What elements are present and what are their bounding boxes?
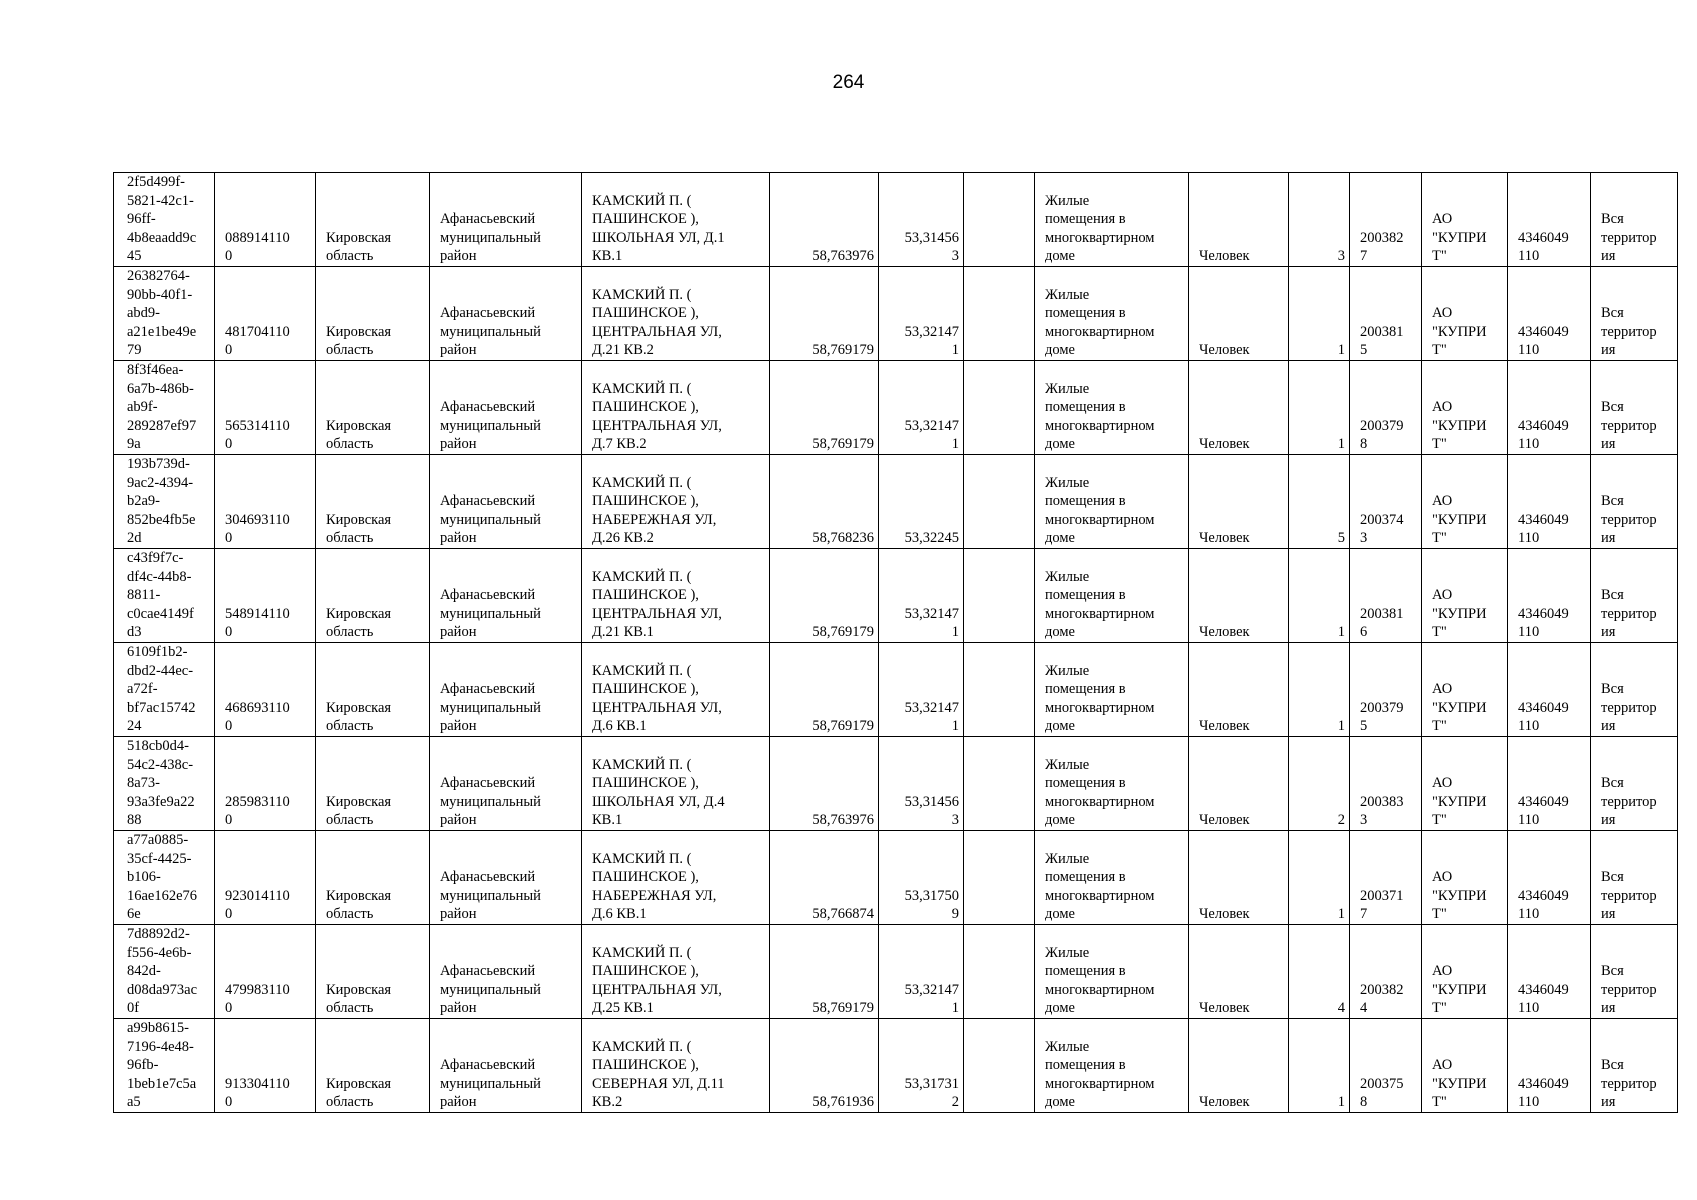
unit-cell: Человек — [1189, 643, 1289, 737]
unit-cell: Человек — [1189, 267, 1289, 361]
table-row — [114, 173, 1678, 267]
count-cell: 1 — [1289, 643, 1350, 737]
address-cell: КАМСКИЙ П. ( ПАШИНСКОЕ ), ЦЕНТРАЛЬНАЯ УЛ, Д.21 КВ.1 — [582, 549, 770, 643]
inn-cell: 4346049 110 — [1508, 643, 1591, 737]
record-id-cell: 8f3f46ea- 6a7b-486b- ab9f- 289287ef97 9a — [114, 361, 215, 455]
region-cell: Кировская область — [316, 925, 430, 1019]
record-id-cell: 518cb0d4- 54c2-438c- 8a73- 93a3fe9a22 88 — [114, 737, 215, 831]
latitude-cell: 58,766874 — [770, 831, 879, 925]
address-cell: КАМСКИЙ П. ( ПАШИНСКОЕ ), ШКОЛЬНАЯ УЛ, Д.1 КВ.1 — [582, 173, 770, 267]
unit-cell: Человек — [1189, 925, 1289, 1019]
object-type-cell: Жилые помещения в многоквартирном доме — [1035, 643, 1189, 737]
table-row — [114, 549, 1678, 643]
longitude-cell: 53,32147 1 — [879, 361, 964, 455]
object-type-cell: Жилые помещения в многоквартирном доме — [1035, 1019, 1189, 1113]
latitude-cell: 58,761936 — [770, 1019, 879, 1113]
record-id-cell: a77a0885- 35cf-4425- b106- 16ae162e76 6e — [114, 831, 215, 925]
region-cell: Кировская область — [316, 831, 430, 925]
longitude-cell: 53,31456 3 — [879, 737, 964, 831]
address-cell: КАМСКИЙ П. ( ПАШИНСКОЕ ), НАБЕРЕЖНАЯ УЛ, Д.26 КВ.2 — [582, 455, 770, 549]
registry-number-cell: 200381 5 — [1350, 267, 1422, 361]
longitude-cell: 53,32147 1 — [879, 643, 964, 737]
unit-cell: Человек — [1189, 361, 1289, 455]
record-id-cell: c43f9f7c- df4c-44b8- 8811- c0cae4149f d3 — [114, 549, 215, 643]
address-cell: КАМСКИЙ П. ( ПАШИНСКОЕ ), НАБЕРЕЖНАЯ УЛ, Д.6 КВ.1 — [582, 831, 770, 925]
registry-number-cell: 200374 3 — [1350, 455, 1422, 549]
unit-cell: Человек — [1189, 549, 1289, 643]
count-cell: 1 — [1289, 361, 1350, 455]
territory-cell: Вся территор ия — [1591, 455, 1678, 549]
inn-cell: 4346049 110 — [1508, 737, 1591, 831]
object-type-cell: Жилые помещения в многоквартирном доме — [1035, 267, 1189, 361]
unit-cell: Человек — [1189, 173, 1289, 267]
territory-cell: Вся территор ия — [1591, 361, 1678, 455]
address-cell: КАМСКИЙ П. ( ПАШИНСКОЕ ), ЦЕНТРАЛЬНАЯ УЛ, Д.6 КВ.1 — [582, 643, 770, 737]
inn-cell: 4346049 110 — [1508, 831, 1591, 925]
object-type-cell: Жилые помещения в многоквартирном доме — [1035, 361, 1189, 455]
organization-cell: АО "КУПРИ Т" — [1422, 267, 1508, 361]
district-cell: Афанасьевский муниципальный район — [430, 549, 582, 643]
code-cell: 481704110 0 — [215, 267, 316, 361]
empty-cell — [964, 267, 1035, 361]
record-id-cell: 26382764- 90bb-40f1- abd9- a21e1be49e 79 — [114, 267, 215, 361]
territory-cell: Вся территор ия — [1591, 549, 1678, 643]
object-type-cell: Жилые помещения в многоквартирном доме — [1035, 737, 1189, 831]
records-table — [113, 172, 1678, 1113]
empty-cell — [964, 455, 1035, 549]
inn-cell: 4346049 110 — [1508, 925, 1591, 1019]
region-cell: Кировская область — [316, 455, 430, 549]
empty-cell — [964, 831, 1035, 925]
registry-number-cell: 200382 4 — [1350, 925, 1422, 1019]
registry-number-cell: 200383 3 — [1350, 737, 1422, 831]
district-cell: Афанасьевский муниципальный район — [430, 1019, 582, 1113]
page-number: 264 — [832, 72, 865, 93]
territory-cell: Вся территор ия — [1591, 831, 1678, 925]
region-cell: Кировская область — [316, 173, 430, 267]
latitude-cell: 58,769179 — [770, 267, 879, 361]
inn-cell: 4346049 110 — [1508, 267, 1591, 361]
registry-number-cell: 200379 8 — [1350, 361, 1422, 455]
count-cell: 4 — [1289, 925, 1350, 1019]
registry-number-cell: 200371 7 — [1350, 831, 1422, 925]
registry-number-cell: 200382 7 — [1350, 173, 1422, 267]
code-cell: 285983110 0 — [215, 737, 316, 831]
record-id-cell: a99b8615- 7196-4e48- 96fb- 1beb1e7c5a a5 — [114, 1019, 215, 1113]
address-cell: КАМСКИЙ П. ( ПАШИНСКОЕ ), ЦЕНТРАЛЬНАЯ УЛ, Д.25 КВ.1 — [582, 925, 770, 1019]
table-row — [114, 925, 1678, 1019]
unit-cell: Человек — [1189, 737, 1289, 831]
district-cell: Афанасьевский муниципальный район — [430, 925, 582, 1019]
object-type-cell: Жилые помещения в многоквартирном доме — [1035, 925, 1189, 1019]
territory-cell: Вся территор ия — [1591, 1019, 1678, 1113]
code-cell: 913304110 0 — [215, 1019, 316, 1113]
registry-number-cell: 200375 8 — [1350, 1019, 1422, 1113]
count-cell: 2 — [1289, 737, 1350, 831]
district-cell: Афанасьевский муниципальный район — [430, 643, 582, 737]
address-cell: КАМСКИЙ П. ( ПАШИНСКОЕ ), СЕВЕРНАЯ УЛ, Д.11 КВ.2 — [582, 1019, 770, 1113]
address-cell: КАМСКИЙ П. ( ПАШИНСКОЕ ), ЦЕНТРАЛЬНАЯ УЛ, Д.21 КВ.2 — [582, 267, 770, 361]
unit-cell: Человек — [1189, 831, 1289, 925]
empty-cell — [964, 737, 1035, 831]
empty-cell — [964, 361, 1035, 455]
object-type-cell: Жилые помещения в многоквартирном доме — [1035, 173, 1189, 267]
territory-cell: Вся территор ия — [1591, 173, 1678, 267]
region-cell: Кировская область — [316, 1019, 430, 1113]
empty-cell — [964, 173, 1035, 267]
longitude-cell: 53,31750 9 — [879, 831, 964, 925]
code-cell: 548914110 0 — [215, 549, 316, 643]
region-cell: Кировская область — [316, 267, 430, 361]
organization-cell: АО "КУПРИ Т" — [1422, 831, 1508, 925]
longitude-cell: 53,31731 2 — [879, 1019, 964, 1113]
code-cell: 304693110 0 — [215, 455, 316, 549]
longitude-cell: 53,32147 1 — [879, 549, 964, 643]
region-cell: Кировская область — [316, 361, 430, 455]
registry-number-cell: 200379 5 — [1350, 643, 1422, 737]
organization-cell: АО "КУПРИ Т" — [1422, 925, 1508, 1019]
count-cell: 1 — [1289, 831, 1350, 925]
inn-cell: 4346049 110 — [1508, 1019, 1591, 1113]
district-cell: Афанасьевский муниципальный район — [430, 267, 582, 361]
organization-cell: АО "КУПРИ Т" — [1422, 455, 1508, 549]
organization-cell: АО "КУПРИ Т" — [1422, 361, 1508, 455]
longitude-cell: 53,32147 1 — [879, 925, 964, 1019]
territory-cell: Вся территор ия — [1591, 737, 1678, 831]
latitude-cell: 58,769179 — [770, 549, 879, 643]
record-id-cell: 6109f1b2- dbd2-44ec- a72f- bf7ac15742 24 — [114, 643, 215, 737]
table-row — [114, 361, 1678, 455]
address-cell: КАМСКИЙ П. ( ПАШИНСКОЕ ), ЦЕНТРАЛЬНАЯ УЛ, Д.7 КВ.2 — [582, 361, 770, 455]
latitude-cell: 58,769179 — [770, 925, 879, 1019]
code-cell: 479983110 0 — [215, 925, 316, 1019]
latitude-cell: 58,769179 — [770, 643, 879, 737]
latitude-cell: 58,768236 — [770, 455, 879, 549]
organization-cell: АО "КУПРИ Т" — [1422, 173, 1508, 267]
region-cell: Кировская область — [316, 643, 430, 737]
unit-cell: Человек — [1189, 1019, 1289, 1113]
organization-cell: АО "КУПРИ Т" — [1422, 549, 1508, 643]
code-cell: 088914110 0 — [215, 173, 316, 267]
territory-cell: Вся территор ия — [1591, 267, 1678, 361]
longitude-cell: 53,32147 1 — [879, 267, 964, 361]
table-row — [114, 831, 1678, 925]
latitude-cell: 58,763976 — [770, 173, 879, 267]
district-cell: Афанасьевский муниципальный район — [430, 455, 582, 549]
district-cell: Афанасьевский муниципальный район — [430, 831, 582, 925]
district-cell: Афанасьевский муниципальный район — [430, 737, 582, 831]
empty-cell — [964, 925, 1035, 1019]
latitude-cell: 58,769179 — [770, 361, 879, 455]
district-cell: Афанасьевский муниципальный район — [430, 361, 582, 455]
territory-cell: Вся территор ия — [1591, 925, 1678, 1019]
organization-cell: АО "КУПРИ Т" — [1422, 1019, 1508, 1113]
region-cell: Кировская область — [316, 549, 430, 643]
count-cell: 1 — [1289, 1019, 1350, 1113]
code-cell: 468693110 0 — [215, 643, 316, 737]
count-cell: 1 — [1289, 267, 1350, 361]
registry-number-cell: 200381 6 — [1350, 549, 1422, 643]
table-row — [114, 455, 1678, 549]
table-row — [114, 737, 1678, 831]
empty-cell — [964, 1019, 1035, 1113]
territory-cell: Вся территор ия — [1591, 643, 1678, 737]
table-row — [114, 643, 1678, 737]
latitude-cell: 58,763976 — [770, 737, 879, 831]
count-cell: 5 — [1289, 455, 1350, 549]
empty-cell — [964, 643, 1035, 737]
record-id-cell: 193b739d- 9ac2-4394- b2a9- 852be4fb5e 2d — [114, 455, 215, 549]
object-type-cell: Жилые помещения в многоквартирном доме — [1035, 455, 1189, 549]
object-type-cell: Жилые помещения в многоквартирном доме — [1035, 831, 1189, 925]
code-cell: 565314110 0 — [215, 361, 316, 455]
inn-cell: 4346049 110 — [1508, 455, 1591, 549]
organization-cell: АО "КУПРИ Т" — [1422, 737, 1508, 831]
inn-cell: 4346049 110 — [1508, 549, 1591, 643]
inn-cell: 4346049 110 — [1508, 361, 1591, 455]
address-cell: КАМСКИЙ П. ( ПАШИНСКОЕ ), ШКОЛЬНАЯ УЛ, Д.4 КВ.1 — [582, 737, 770, 831]
longitude-cell: 53,31456 3 — [879, 173, 964, 267]
table-row — [114, 267, 1678, 361]
empty-cell — [964, 549, 1035, 643]
district-cell: Афанасьевский муниципальный район — [430, 173, 582, 267]
count-cell: 3 — [1289, 173, 1350, 267]
unit-cell: Человек — [1189, 455, 1289, 549]
inn-cell: 4346049 110 — [1508, 173, 1591, 267]
object-type-cell: Жилые помещения в многоквартирном доме — [1035, 549, 1189, 643]
region-cell: Кировская область — [316, 737, 430, 831]
code-cell: 923014110 0 — [215, 831, 316, 925]
table-body — [114, 173, 1678, 1113]
count-cell: 1 — [1289, 549, 1350, 643]
record-id-cell: 7d8892d2- f556-4e6b- 842d- d08da973ac 0f — [114, 925, 215, 1019]
record-id-cell: 2f5d499f- 5821-42c1- 96ff- 4b8eaadd9c 45 — [114, 173, 215, 267]
longitude-cell: 53,32245 — [879, 455, 964, 549]
table-row — [114, 1019, 1678, 1113]
organization-cell: АО "КУПРИ Т" — [1422, 643, 1508, 737]
